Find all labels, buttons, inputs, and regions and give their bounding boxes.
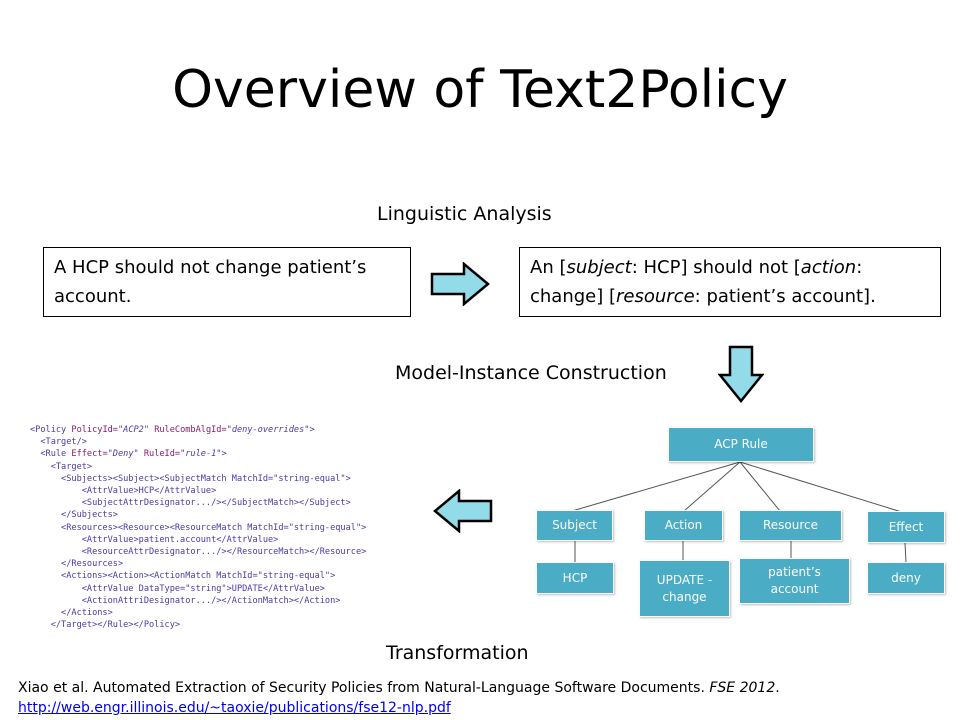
- xml-token: PolicyId=: [71, 425, 118, 435]
- xml-line: <AttrValue>patient.account</AttrValue>: [30, 534, 279, 545]
- xml-line: <AttrValue>HCP</AttrValue>: [30, 486, 217, 497]
- xml-token: "rule-1": [180, 449, 222, 460]
- xml-line: <Actions><Action><ActionMatch MatchId="string-equal">: [30, 571, 336, 582]
- citation: [18, 678, 780, 698]
- xml-token: >: [309, 425, 315, 435]
- tree-leaf-subject-value: HCP: [536, 562, 614, 594]
- subject-key: subject: [566, 257, 632, 278]
- citation-text: Xiao et al. Automated Extraction of Security Policies from Natural-Language Software Documents.: [18, 680, 710, 696]
- xml-line: <ResourceAttrDesignator.../></ResourceMatch></Resource>: [30, 547, 367, 558]
- annotated-text: : patient’s account].: [694, 286, 876, 307]
- slide-title: Overview of Text2Policy: [172, 60, 788, 120]
- xml-line: [30, 424, 410, 436]
- xml-token: <Rule: [30, 449, 72, 460]
- policy-xml-snippet: [30, 424, 410, 636]
- annotated-text: : HCP] should not [: [631, 257, 801, 278]
- citation-end: .: [775, 680, 780, 696]
- xml-line: [30, 448, 410, 460]
- xml-token: "deny-overrides": [226, 425, 310, 435]
- tree-leaf-resource-value: patient’s account: [739, 558, 850, 604]
- tree-root-node: ACP Rule: [668, 427, 814, 462]
- tree-node-subject: Subject: [536, 510, 613, 541]
- xml-line: <SubjectAttrDesignator.../></SubjectMatch></Subject>: [30, 498, 351, 509]
- xml-line: </Subjects>: [30, 510, 118, 521]
- xml-line: </Actions>: [30, 608, 113, 619]
- paper-link[interactable]: http://web.engr.illinois.edu/~taoxie/publications/fse12-nlp.pdf: [18, 700, 451, 716]
- xml-token: RuleId=: [138, 449, 181, 460]
- xml-line: </Resources>: [30, 559, 124, 570]
- xml-token: "Deny": [107, 449, 139, 460]
- citation-venue: FSE 2012: [709, 680, 776, 696]
- left-arrow-icon: [433, 489, 493, 533]
- xml-line: </Target></Rule></Policy>: [30, 620, 181, 631]
- xml-line: <Target>: [30, 461, 93, 472]
- xml-line: <AttrValue DataType="string">UPDATE</AttrValue>: [30, 583, 325, 594]
- xml-token: RuleCombAlgId=: [149, 425, 227, 435]
- xml-line: <Resources><Resource><ResourceMatch MatchId="string-equal">: [30, 522, 367, 533]
- tree-node-action: Action: [644, 510, 723, 541]
- xml-line: <ActionAttriDesignator.../></ActionMatch></Action>: [30, 595, 341, 606]
- xml-token: "ACP2": [117, 425, 150, 435]
- tree-leaf-action-value: UPDATE - change: [639, 560, 730, 617]
- annotated-text: : change] [: [530, 257, 863, 307]
- action-key: action: [800, 257, 857, 278]
- transformation-label: Transformation: [386, 642, 529, 664]
- tree-node-effect: Effect: [867, 511, 945, 543]
- annotated-text: An [: [530, 257, 567, 278]
- resource-key: resource: [616, 286, 695, 307]
- input-sentence: A HCP should not change patient’s account.: [54, 257, 367, 307]
- xml-line: <Target/>: [30, 437, 87, 448]
- xml-line: <Subjects><Subject><SubjectMatch MatchId="string-equal">: [30, 473, 351, 484]
- xml-token: Effect=: [71, 449, 108, 460]
- xml-token: >: [221, 449, 227, 460]
- model-instance-construction-label: Model-Instance Construction: [395, 362, 667, 384]
- linguistic-analysis-label: Linguistic Analysis: [377, 203, 552, 225]
- tree-leaf-effect-value: deny: [867, 562, 945, 594]
- tree-node-resource: Resource: [739, 510, 842, 541]
- xml-token: <Policy: [30, 425, 72, 435]
